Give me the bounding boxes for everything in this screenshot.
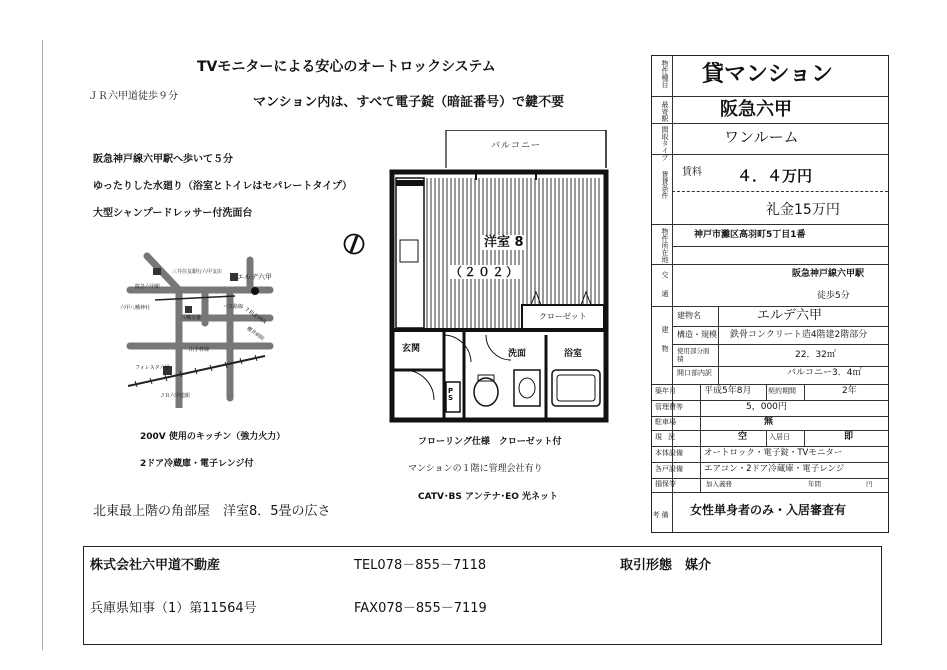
feature-water: ゆったりした水廻り（浴室とトイレはセパレートタイプ） [93, 181, 352, 192]
move-label: 入居日 [769, 433, 790, 441]
feature-dresser: 大型シャンプードレッサー付洗面台 [93, 208, 253, 219]
label-note: 備考 [652, 510, 669, 526]
area-map [120, 248, 275, 408]
misc-label: 各戸設備 [655, 465, 683, 473]
label-transport: 交通 [661, 271, 669, 309]
map-label-shrine: 六甲八幡神社 [120, 305, 151, 311]
note-value: 女性単身者のみ・入居審査有 [690, 503, 847, 517]
rent-label: 賃料 [682, 167, 702, 178]
misc-value: エアコン・2ドア冷蔵庫・電子レンジ [704, 464, 845, 474]
room-type: ワンルーム [724, 128, 799, 146]
map-label-bus: バス路線 [223, 304, 244, 310]
label-type: 間取タイプ [661, 126, 669, 161]
map-label-hankyu: 阪急六甲駅 [135, 284, 161, 290]
built-label: 築年月 [655, 387, 676, 395]
map-label-yamate: 山手幹線 [189, 347, 210, 353]
parking-label: 駐車場 [655, 418, 676, 426]
entrance-label: 玄関 [402, 344, 421, 354]
mgmt-value: 5，000円 [746, 402, 787, 412]
label-building: 建物 [661, 326, 669, 364]
washroom-label: 洗面 [508, 349, 527, 359]
ins-year: 年間 [808, 480, 821, 488]
ins-label: 損保等 [655, 480, 676, 488]
feature-management: マンションの１階に管理会社有り [408, 464, 543, 474]
bname-label: 建物名 [677, 311, 701, 320]
address-value: 神戸市灘区高羽町5丁目1番 [694, 230, 806, 240]
label-station: 最寄駅 [661, 101, 669, 122]
rent-value: ４．４万円 [737, 167, 813, 185]
map-label-711: 7 ELEVEN [243, 306, 268, 326]
room-number: （２０２） [450, 265, 521, 279]
jr-walk-text: ＪＲ六甲道徒歩９分 [88, 91, 178, 102]
autolock-headline: TVモニターによる安心のオートロックシステム [197, 59, 496, 75]
summary-text: 北東最上階の角部屋 洋室8．5畳の広さ [93, 504, 331, 519]
ins-required: 加入義務 [706, 480, 732, 488]
north-arrow-icon [343, 233, 365, 255]
building-name: エルデ六甲 [757, 308, 823, 323]
label-title: 物件種目 [661, 60, 669, 88]
mgmt-label: 管理費等 [655, 403, 683, 411]
bath-label: 浴室 [564, 349, 583, 359]
feature-kitchen: 200V 使用のキッチン（強力火力） [140, 432, 286, 442]
page-edge [42, 40, 43, 650]
feature-station: 阪急神戸線六甲駅へ歩いて５分 [93, 154, 233, 165]
label-cond: 賃貸条件 [661, 171, 669, 199]
property-type: 貸マンション [702, 62, 834, 87]
status-value: 空 [738, 432, 748, 442]
company-box [83, 546, 882, 645]
area-label: 使用部分面積 [677, 347, 710, 363]
structure-label: 構造・規模 [677, 330, 717, 339]
move-value: 即 [844, 432, 854, 442]
opening-label: 開口部内訳 [677, 369, 712, 377]
line-value: 阪急神戸線六甲駅 [792, 269, 865, 279]
deposit-value: 礼金15万円 [766, 202, 840, 218]
body-label: 本体設備 [655, 449, 683, 457]
body-value: オートロック・電子錠・TVモニター [704, 448, 843, 458]
contract-label: 契約期間 [768, 387, 796, 395]
feature-fridge: 2ドア冷蔵庫・電子レンジ付 [140, 459, 254, 469]
structure-value: 鉄骨コンクリート造4階建2階部分 [730, 330, 868, 340]
built-value: 平成5年8月 [704, 386, 752, 396]
license-number: 兵庫県知事（1）第11564号 [90, 601, 257, 616]
label-address: 物件所在地 [661, 228, 669, 263]
walk-value: 徒歩5分 [817, 291, 850, 301]
tel-number: TEL078－855－7118 [354, 558, 487, 573]
area-value: 22．32㎡ [795, 350, 836, 360]
deal-type: 取引形態 媒介 [620, 558, 712, 573]
room-label: 洋室 8 [484, 235, 524, 250]
opening-value: バルコニー3．4㎡ [787, 368, 862, 378]
map-label-forest: フォレスタ六甲 [135, 365, 170, 371]
ps-label: PS [448, 387, 454, 402]
map-label-sakura: 櫻井病院 [245, 325, 266, 343]
map-label-jr: ＪＲ六甲道駅 [160, 393, 191, 399]
status-label: 現況 [655, 433, 681, 441]
map-label-property: エルデ六甲 [237, 273, 272, 281]
balcony-label: バルコニー [491, 141, 542, 151]
closet-label: クローゼット [539, 312, 587, 321]
company-name: 株式会社六甲道不動産 [90, 558, 221, 573]
ins-yen: 円 [866, 480, 873, 488]
electronic-lock-text: マンション内は、すべて電子錠（暗証番号）で鍵不要 [253, 95, 565, 110]
map-label-bank: 三井住友銀行六甲支店 [172, 269, 223, 275]
feature-flooring: フローリング仕様 クローゼット付 [418, 437, 562, 447]
feature-catv: CATV･BS アンテナ･EO 光ネット [418, 492, 559, 502]
parking-value: 無 [764, 417, 774, 427]
floor-plan [386, 130, 616, 425]
nearest-station: 阪急六甲 [720, 99, 792, 120]
map-label-koban: 八幡交番 [181, 315, 202, 321]
contract-value: 2年 [842, 386, 857, 396]
property-table [651, 55, 889, 533]
fax-number: FAX078－855－7119 [354, 601, 487, 616]
